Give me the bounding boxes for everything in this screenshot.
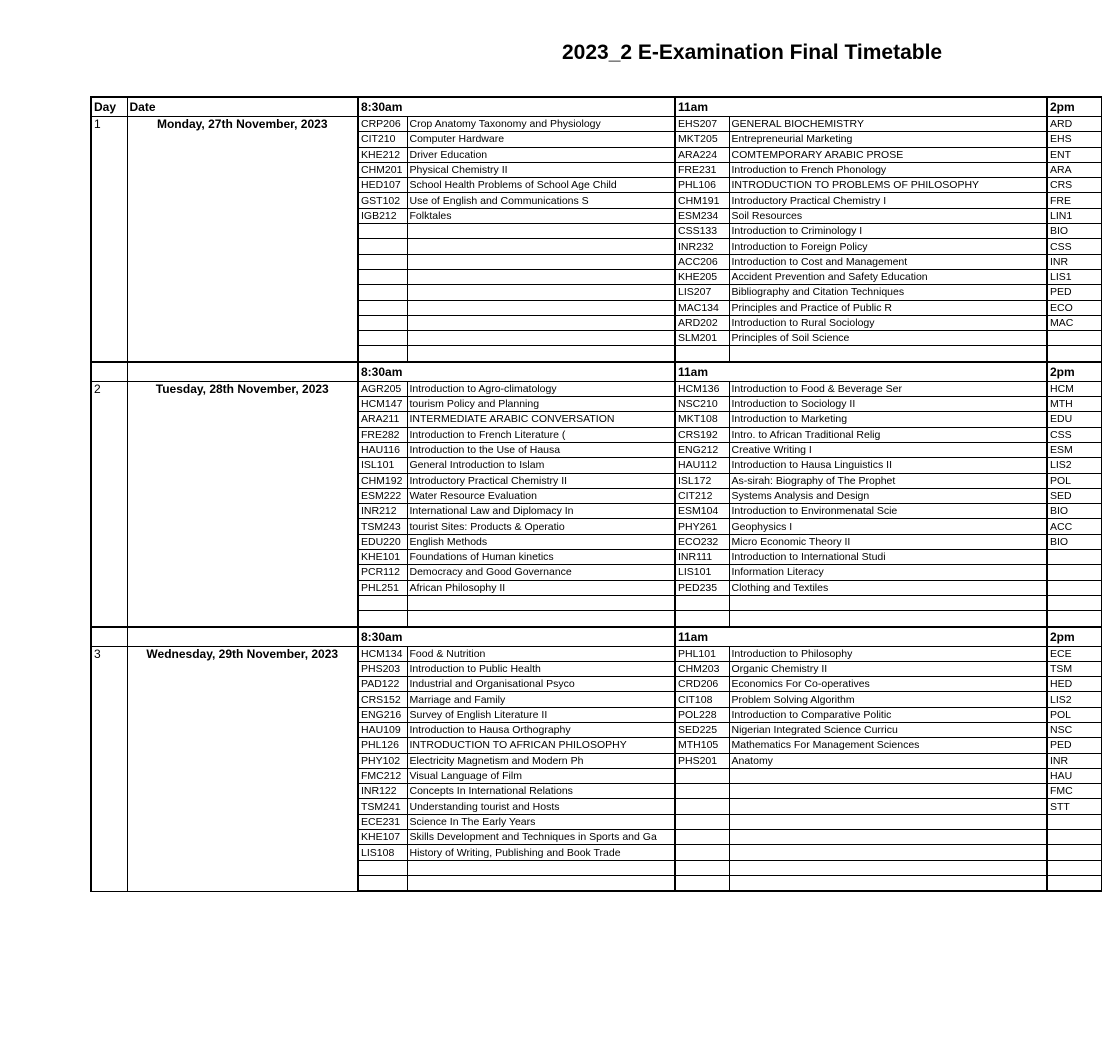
course-code: LIS2 — [1047, 692, 1101, 707]
course-code: HAU — [1047, 768, 1101, 783]
course-code: FRE — [1047, 193, 1101, 208]
course-code: ENT — [1047, 147, 1101, 162]
course-code: ARA — [1047, 162, 1101, 177]
course-code: NSC — [1047, 722, 1101, 737]
course-code: INR — [1047, 254, 1101, 269]
course-title: Introduction to Environmenatal Scie — [729, 504, 1047, 519]
course-title — [407, 331, 675, 346]
slot-header-2pm: 2pm — [1047, 362, 1101, 382]
course-code: TSM243 — [358, 519, 407, 534]
course-title: Introduction to Sociology II — [729, 397, 1047, 412]
course-code: ESM — [1047, 442, 1101, 457]
course-code — [675, 768, 729, 783]
course-code: MKT205 — [675, 132, 729, 147]
course-title: Introduction to Agro-climatology — [407, 381, 675, 396]
course-code: INR122 — [358, 784, 407, 799]
course-title — [729, 611, 1047, 627]
slot-header-8-30am: 8:30am — [358, 362, 675, 382]
course-code — [358, 875, 407, 891]
course-title: Electricity Magnetism and Modern Ph — [407, 753, 675, 768]
page-title: 2023_2 E-Examination Final Timetable — [562, 41, 943, 64]
course-code: CRP206 — [358, 117, 407, 132]
course-code: PCR112 — [358, 565, 407, 580]
course-title — [407, 346, 675, 362]
course-title: Introduction to Rural Sociology — [729, 315, 1047, 330]
course-code: FRE231 — [675, 162, 729, 177]
course-code — [358, 611, 407, 627]
slot-header-row — [91, 362, 1101, 382]
course-code — [1047, 331, 1101, 346]
course-code: NSC210 — [675, 397, 729, 412]
day-header — [91, 362, 127, 382]
course-code — [675, 875, 729, 891]
course-title: Micro Economic Theory II — [729, 534, 1047, 549]
course-code: LIS1 — [1047, 269, 1101, 284]
course-title: Introduction to Foreign Policy — [729, 239, 1047, 254]
course-code — [1047, 595, 1101, 610]
course-title: Clothing and Textiles — [729, 580, 1047, 595]
course-title: Introduction to the Use of Hausa — [407, 442, 675, 457]
course-title — [729, 814, 1047, 829]
course-code: LIN1 — [1047, 208, 1101, 223]
course-code: EHS — [1047, 132, 1101, 147]
exam-date: Wednesday, 29th November, 2023 — [127, 646, 358, 891]
course-title: Nigerian Integrated Science Curricu — [729, 722, 1047, 737]
course-code: KHE101 — [358, 550, 407, 565]
course-title: Principles and Practice of Public R — [729, 300, 1047, 315]
course-title — [729, 799, 1047, 814]
course-code: ENG216 — [358, 707, 407, 722]
course-title — [407, 611, 675, 627]
course-code: POL228 — [675, 707, 729, 722]
course-code: EDU — [1047, 412, 1101, 427]
course-title: Water Resource Evaluation — [407, 488, 675, 503]
course-title — [407, 300, 675, 315]
course-title: Economics For Co-operatives — [729, 677, 1047, 692]
course-title: COMTEMPORARY ARABIC PROSE — [729, 147, 1047, 162]
course-title — [729, 860, 1047, 875]
course-code — [675, 595, 729, 610]
course-code: ARA211 — [358, 412, 407, 427]
course-code — [675, 830, 729, 845]
course-code: HED107 — [358, 178, 407, 193]
course-code: PHS201 — [675, 753, 729, 768]
course-title: Introduction to Food & Beverage Ser — [729, 381, 1047, 396]
course-title — [407, 875, 675, 891]
course-title: History of Writing, Publishing and Book Trade — [407, 845, 675, 860]
course-code: CSS — [1047, 427, 1101, 442]
course-code: BIO — [1047, 224, 1101, 239]
course-code: LIS101 — [675, 565, 729, 580]
course-code: LIS207 — [675, 285, 729, 300]
course-code — [675, 346, 729, 362]
course-code: FRE282 — [358, 427, 407, 442]
course-code: EDU220 — [358, 534, 407, 549]
course-title — [729, 768, 1047, 783]
course-code: HED — [1047, 677, 1101, 692]
course-code: ISL101 — [358, 458, 407, 473]
course-code: CHM191 — [675, 193, 729, 208]
day-number: 1 — [91, 117, 127, 362]
course-code — [1047, 875, 1101, 891]
course-code: PED — [1047, 285, 1101, 300]
course-code: ENG212 — [675, 442, 729, 457]
course-code: HCM134 — [358, 646, 407, 661]
course-code: SED — [1047, 488, 1101, 503]
course-code: PHL106 — [675, 178, 729, 193]
course-title: Mathematics For Management Sciences — [729, 738, 1047, 753]
course-code: MAC — [1047, 315, 1101, 330]
course-code: ACC — [1047, 519, 1101, 534]
course-code: FMC212 — [358, 768, 407, 783]
course-code: LIS2 — [1047, 458, 1101, 473]
table-row — [91, 381, 1101, 396]
course-title: Introduction to Cost and Management — [729, 254, 1047, 269]
course-code: HCM147 — [358, 397, 407, 412]
course-code: TSM — [1047, 661, 1101, 676]
course-code — [358, 269, 407, 284]
course-code: FMC — [1047, 784, 1101, 799]
date-header: Date — [127, 97, 358, 117]
course-code: ECO — [1047, 300, 1101, 315]
course-code: INR212 — [358, 504, 407, 519]
course-code: ISL172 — [675, 473, 729, 488]
course-title: Computer Hardware — [407, 132, 675, 147]
course-code: PAD122 — [358, 677, 407, 692]
course-code: CHM192 — [358, 473, 407, 488]
course-title: Introductory Practical Chemistry II — [407, 473, 675, 488]
course-title: Introductory Practical Chemistry I — [729, 193, 1047, 208]
course-title: Food & Nutrition — [407, 646, 675, 661]
course-title — [729, 845, 1047, 860]
course-code: ACC206 — [675, 254, 729, 269]
course-code: ECE — [1047, 646, 1101, 661]
course-code — [1047, 611, 1101, 627]
course-title: Intro. to African Traditional Relig — [729, 427, 1047, 442]
course-code — [675, 860, 729, 875]
course-title: Anatomy — [729, 753, 1047, 768]
course-code: PHS203 — [358, 661, 407, 676]
exam-date: Monday, 27th November, 2023 — [127, 117, 358, 362]
course-title: Systems Analysis and Design — [729, 488, 1047, 503]
course-code: AGR205 — [358, 381, 407, 396]
course-code: INR — [1047, 753, 1101, 768]
course-code — [675, 611, 729, 627]
course-title — [729, 784, 1047, 799]
course-title: Crop Anatomy Taxonomy and Physiology — [407, 117, 675, 132]
course-title: Marriage and Family — [407, 692, 675, 707]
course-title: Information Literacy — [729, 565, 1047, 580]
course-code: CRS — [1047, 178, 1101, 193]
table-row — [91, 646, 1101, 661]
date-header — [127, 627, 358, 647]
course-title: Science In The Early Years — [407, 814, 675, 829]
course-title: tourist Sites: Products & Operatio — [407, 519, 675, 534]
course-code: CRD206 — [675, 677, 729, 692]
course-code: CHM201 — [358, 162, 407, 177]
course-title: Visual Language of Film — [407, 768, 675, 783]
course-title: Understanding tourist and Hosts — [407, 799, 675, 814]
course-title: tourism Policy and Planning — [407, 397, 675, 412]
exam-date: Tuesday, 28th November, 2023 — [127, 381, 358, 626]
course-code — [1047, 550, 1101, 565]
course-code: GST102 — [358, 193, 407, 208]
course-title: Skills Development and Techniques in Sports and Ga — [407, 830, 675, 845]
course-code: STT — [1047, 799, 1101, 814]
course-code — [358, 595, 407, 610]
timetable — [90, 96, 1102, 892]
course-code: ESM222 — [358, 488, 407, 503]
course-code: CRS152 — [358, 692, 407, 707]
course-title — [729, 830, 1047, 845]
course-title: Organic Chemistry II — [729, 661, 1047, 676]
slot-header-row — [91, 627, 1101, 647]
course-title — [407, 239, 675, 254]
course-title: Bibliography and Citation Techniques — [729, 285, 1047, 300]
slot-header-row — [91, 97, 1101, 117]
slot-header-2pm: 2pm — [1047, 627, 1101, 647]
course-code — [358, 254, 407, 269]
course-title — [729, 595, 1047, 610]
course-code: CSS133 — [675, 224, 729, 239]
course-code: CSS — [1047, 239, 1101, 254]
course-title: Entrepreneurial Marketing — [729, 132, 1047, 147]
course-code: HAU112 — [675, 458, 729, 473]
course-code: ECE231 — [358, 814, 407, 829]
day-header — [91, 627, 127, 647]
course-code: HAU116 — [358, 442, 407, 457]
course-title: Democracy and Good Governance — [407, 565, 675, 580]
course-code: KHE107 — [358, 830, 407, 845]
slot-header-8-30am: 8:30am — [358, 97, 675, 117]
course-code — [358, 239, 407, 254]
course-code: SLM201 — [675, 331, 729, 346]
course-code — [358, 300, 407, 315]
course-title: INTRODUCTION TO AFRICAN PHILOSOPHY — [407, 738, 675, 753]
course-code: LIS108 — [358, 845, 407, 860]
course-code: POL — [1047, 707, 1101, 722]
course-title: Principles of Soil Science — [729, 331, 1047, 346]
course-code — [1047, 580, 1101, 595]
course-title — [407, 860, 675, 875]
course-code — [358, 315, 407, 330]
course-code — [358, 285, 407, 300]
course-title: Introduction to Marketing — [729, 412, 1047, 427]
course-code — [1047, 860, 1101, 875]
day-number: 3 — [91, 646, 127, 891]
course-code: PHL101 — [675, 646, 729, 661]
course-title: Introduction to Hausa Linguistics II — [729, 458, 1047, 473]
slot-header-11am: 11am — [675, 627, 1047, 647]
course-code — [1047, 845, 1101, 860]
table-row — [91, 117, 1101, 132]
slot-header-11am: 11am — [675, 362, 1047, 382]
course-title: Introduction to Criminology I — [729, 224, 1047, 239]
course-code: POL — [1047, 473, 1101, 488]
course-code: HCM — [1047, 381, 1101, 396]
course-code: EHS207 — [675, 117, 729, 132]
course-title: Geophysics I — [729, 519, 1047, 534]
course-code: KHE212 — [358, 147, 407, 162]
course-title: Introduction to Hausa Orthography — [407, 722, 675, 737]
course-code: CIT212 — [675, 488, 729, 503]
course-title: Soil Resources — [729, 208, 1047, 223]
course-code: CRS192 — [675, 427, 729, 442]
course-title: School Health Problems of School Age Child — [407, 178, 675, 193]
course-code — [1047, 814, 1101, 829]
course-code — [1047, 346, 1101, 362]
course-code: PHL126 — [358, 738, 407, 753]
course-title: INTRODUCTION TO PROBLEMS OF PHILOSOPHY — [729, 178, 1047, 193]
course-title: INTERMEDIATE ARABIC CONVERSATION — [407, 412, 675, 427]
slot-header-8-30am: 8:30am — [358, 627, 675, 647]
course-title: Driver Education — [407, 147, 675, 162]
course-code: SED225 — [675, 722, 729, 737]
course-code: HAU109 — [358, 722, 407, 737]
course-title: Introduction to Comparative Politic — [729, 707, 1047, 722]
course-code — [1047, 565, 1101, 580]
course-title: African Philosophy II — [407, 580, 675, 595]
course-title: GENERAL BIOCHEMISTRY — [729, 117, 1047, 132]
course-code: PHL251 — [358, 580, 407, 595]
course-title — [407, 224, 675, 239]
course-title: Introduction to Philosophy — [729, 646, 1047, 661]
course-code: HCM136 — [675, 381, 729, 396]
course-code — [675, 799, 729, 814]
date-header — [127, 362, 358, 382]
course-title — [407, 254, 675, 269]
slot-header-2pm: 2pm — [1047, 97, 1101, 117]
course-code — [358, 331, 407, 346]
course-title: Problem Solving Algorithm — [729, 692, 1047, 707]
course-code: BIO — [1047, 504, 1101, 519]
course-title: English Methods — [407, 534, 675, 549]
course-code: PHY102 — [358, 753, 407, 768]
course-title: Physical Chemistry II — [407, 162, 675, 177]
course-title: Creative Writing I — [729, 442, 1047, 457]
course-code — [358, 860, 407, 875]
course-title: Use of English and Communications S — [407, 193, 675, 208]
course-code: KHE205 — [675, 269, 729, 284]
course-code — [675, 814, 729, 829]
course-code: ARA224 — [675, 147, 729, 162]
course-code — [1047, 830, 1101, 845]
course-title — [729, 346, 1047, 362]
course-code — [358, 346, 407, 362]
course-title: Introduction to French Phonology — [729, 162, 1047, 177]
course-title: As-sirah: Biography of The Prophet — [729, 473, 1047, 488]
course-code: CIT210 — [358, 132, 407, 147]
course-title: Foundations of Human kinetics — [407, 550, 675, 565]
course-title: International Law and Diplomacy In — [407, 504, 675, 519]
course-code: MKT108 — [675, 412, 729, 427]
course-title — [407, 269, 675, 284]
course-code: ESM234 — [675, 208, 729, 223]
course-code: ARD202 — [675, 315, 729, 330]
course-code: IGB212 — [358, 208, 407, 223]
course-code: TSM241 — [358, 799, 407, 814]
slot-header-11am: 11am — [675, 97, 1047, 117]
course-code: INR111 — [675, 550, 729, 565]
course-code — [358, 224, 407, 239]
course-code: CHM203 — [675, 661, 729, 676]
course-code — [675, 784, 729, 799]
course-code: INR232 — [675, 239, 729, 254]
course-title: Accident Prevention and Safety Education — [729, 269, 1047, 284]
course-title — [407, 595, 675, 610]
course-title: Survey of English Literature II — [407, 707, 675, 722]
course-title: Concepts In International Relations — [407, 784, 675, 799]
course-code — [675, 845, 729, 860]
course-title: Introduction to Public Health — [407, 661, 675, 676]
course-title — [729, 875, 1047, 891]
course-code: MTH105 — [675, 738, 729, 753]
course-title: Industrial and Organisational Psyco — [407, 677, 675, 692]
course-title: Introduction to French Literature ( — [407, 427, 675, 442]
course-title: General Introduction to Islam — [407, 458, 675, 473]
course-code: ECO232 — [675, 534, 729, 549]
course-title — [407, 315, 675, 330]
day-number: 2 — [91, 381, 127, 626]
course-code: CIT108 — [675, 692, 729, 707]
course-title: Folktales — [407, 208, 675, 223]
course-code: BIO — [1047, 534, 1101, 549]
course-code: ESM104 — [675, 504, 729, 519]
course-title: Introduction to International Studi — [729, 550, 1047, 565]
course-code: PHY261 — [675, 519, 729, 534]
course-code: MAC134 — [675, 300, 729, 315]
day-header: Day — [91, 97, 127, 117]
course-code: ARD — [1047, 117, 1101, 132]
course-code: PED235 — [675, 580, 729, 595]
course-code: MTH — [1047, 397, 1101, 412]
course-code: PED — [1047, 738, 1101, 753]
course-title — [407, 285, 675, 300]
